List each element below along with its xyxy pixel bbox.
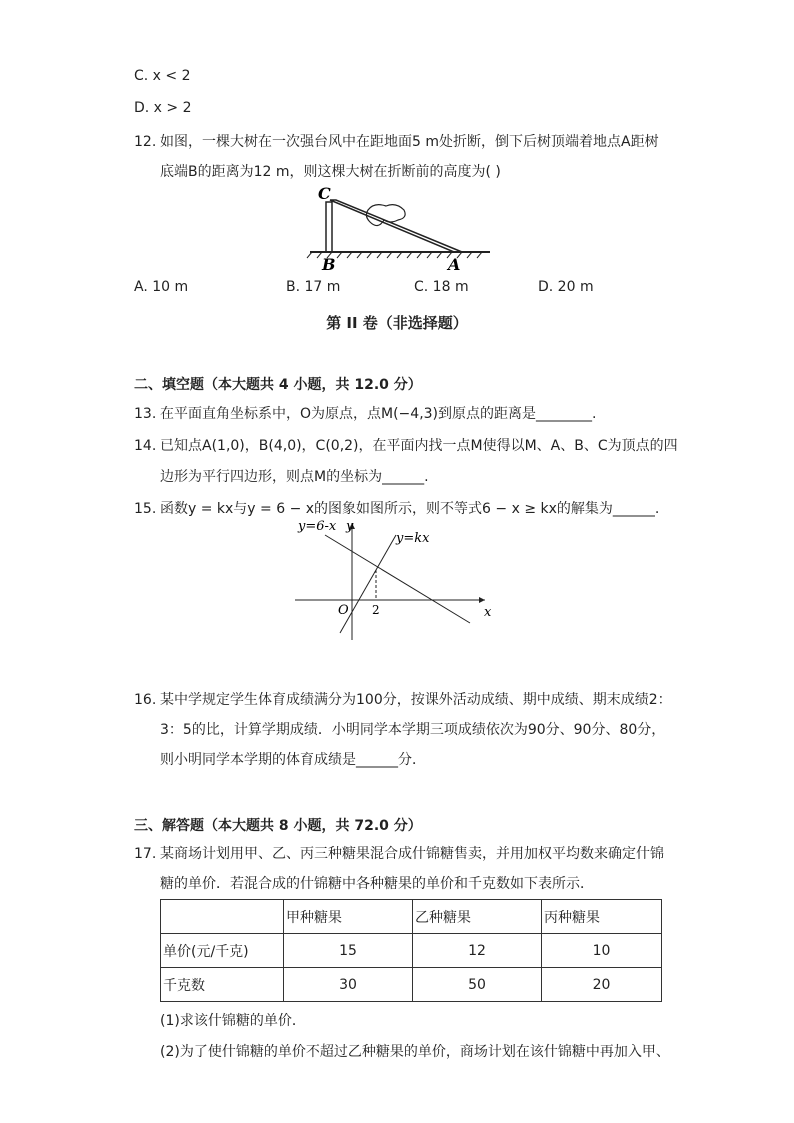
q12-line1: 12. 如图，一棵大树在一次强台风中在距地面5 m处折断，倒下后树顶端着地点A距树 [134,134,659,150]
q15: 15. 函数y = kx与y = 6 − x的图象如图所示，则不等式6 − x ≥ kx的解集为______. [134,501,660,517]
q12-option-d: D. 20 m [538,279,594,295]
q14-line1: 14. 已知点A(1,0)，B(4,0)，C(0,2)，在平面内找一点M使得以M、A、B、C为顶点的四 [134,438,678,454]
candy-table [160,899,662,1002]
q13: 13. 在平面直角坐标系中，O为原点，点M(−4,3)到原点的距离是________. [134,406,597,422]
table-row: 单价(元/千克) 15 12 10 [161,934,662,968]
option-d-prev: D. x > 2 [134,100,192,116]
tree-figure [300,182,500,276]
q17-line1: 17. 某商场计划用甲、乙、丙三种糖果混合成什锦糖售卖，并用加权平均数来确定什锦 [134,846,664,862]
q17-sub1: (1)求该什锦糖的单价． [160,1013,306,1029]
label-xaxis: x [484,605,492,620]
q14-line2: 边形为平行四边形，则点M的坐标为______. [160,469,429,485]
q16-line1: 16. 某中学规定学生体育成绩满分为100分，按课外活动成绩、期中成绩、期末成绩2： [134,692,672,708]
section3-title: 三、解答题（本大题共 8 小题，共 72.0 分） [134,818,422,834]
q16-line3: 则小明同学本学期的体育成绩是______分． [160,752,426,768]
q12-option-b: B. 17 m [286,279,341,295]
option-c-prev: C. x < 2 [134,68,191,84]
q12-option-a: A. 10 m [134,279,189,295]
label-a: A [448,255,461,272]
q17-sub2: (2)为了使什锦糖的单价不超过乙种糖果的单价，商场计划在该什锦糖中再加入甲、 [160,1044,670,1060]
section2-title: 二、填空题（本大题共 4 小题，共 12.0 分） [134,377,422,393]
label-y6x: y=6-x [298,519,337,534]
q17-line2: 糖的单价．若混合成的什锦糖中各种糖果的单价和千克数如下表所示． [160,876,594,892]
q16-line2: 3：5的比，计算学期成绩．小明同学本学期三项成绩依次为90分、90分、80分， [160,722,666,738]
label-yaxis: y [346,519,354,534]
q15-graph [290,515,500,649]
label-two: 2 [372,603,380,617]
label-c: C [318,184,331,203]
table-row: 千克数 30 50 20 [161,968,662,1002]
label-origin: O [338,603,349,618]
q12-line2: 底端B的距离为12 m，则这棵大树在折断前的高度为( ) [160,164,501,180]
label-ykx: y=kx [396,531,430,546]
q12-option-c: C. 18 m [414,279,469,295]
label-b: B [322,255,336,272]
part2-title: 第 II 卷（非选择题） [326,314,468,332]
table-header-row: 甲种糖果 乙种糖果 丙种糖果 [161,900,662,934]
